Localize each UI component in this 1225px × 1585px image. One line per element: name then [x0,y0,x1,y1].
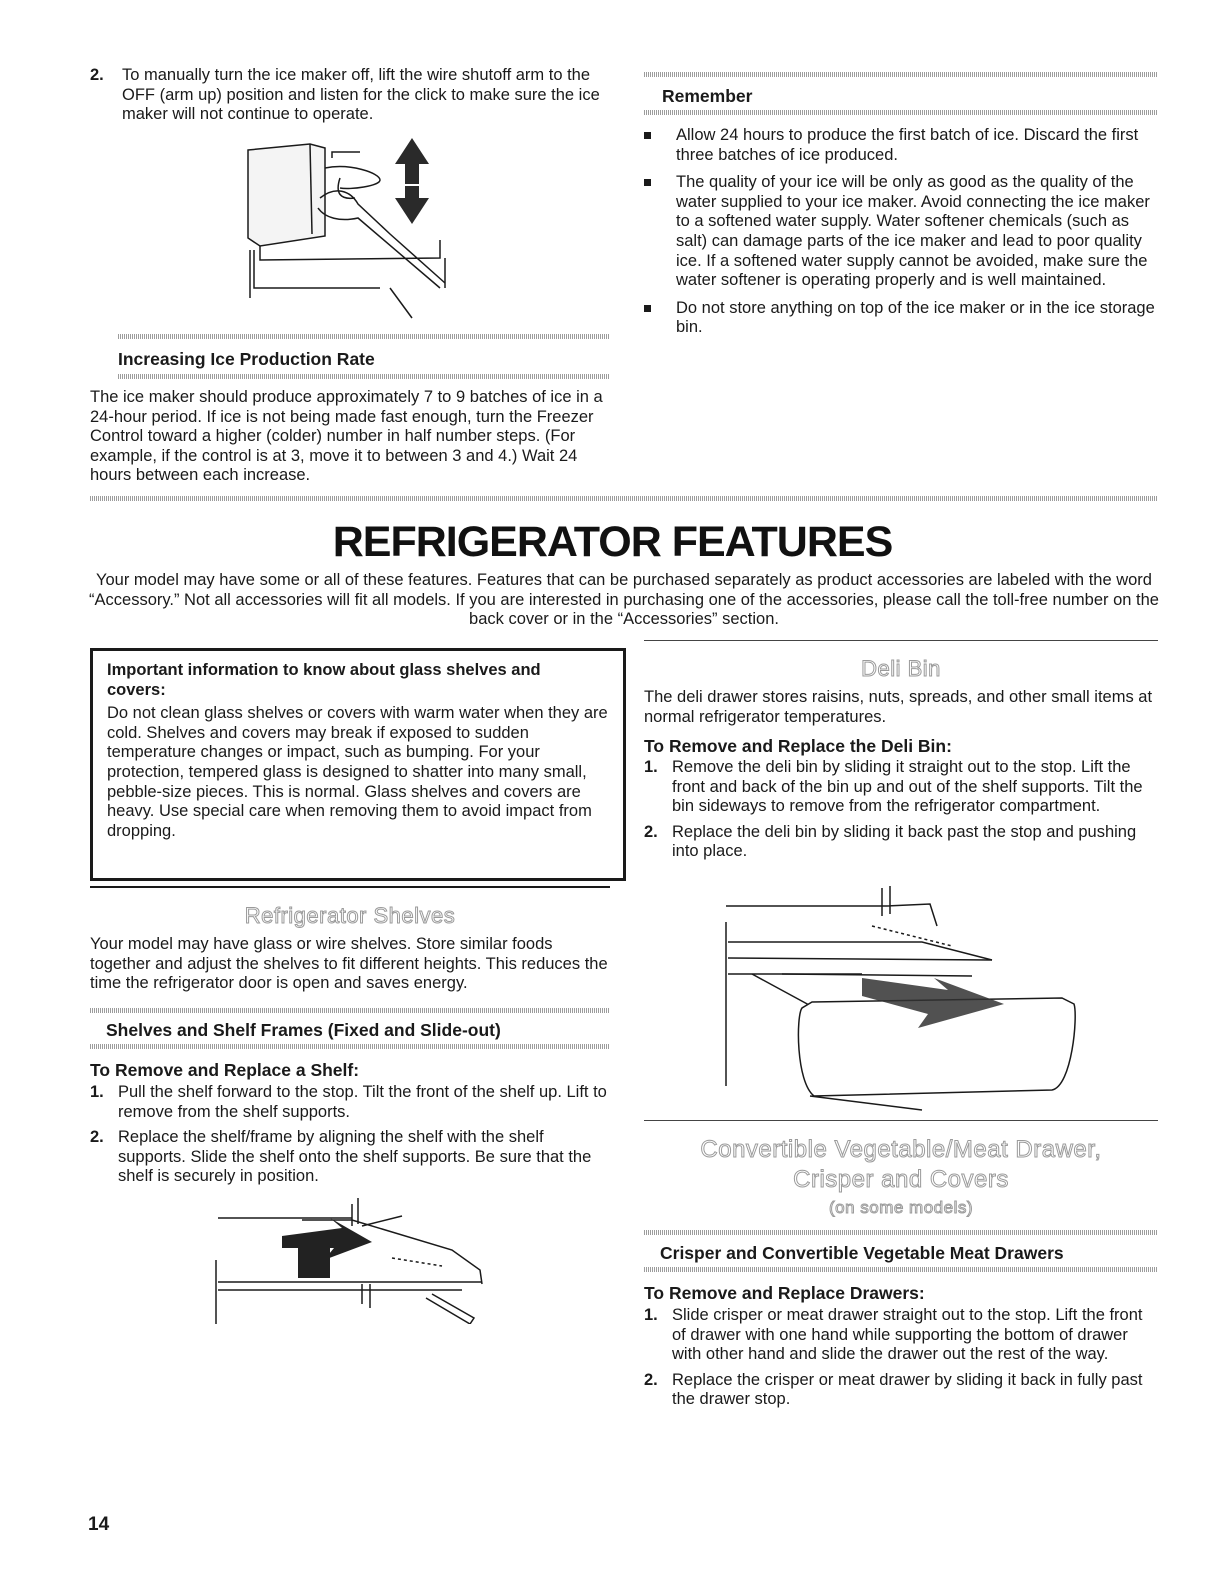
shelves-title: Refrigerator Shelves [244,903,456,928]
step-number: 2. [644,1370,658,1389]
glass-warning-body: Do not clean glass shelves or covers with warm water when they are cold. Shelves and covers may break if exposed to sudden temperature changes or impact, such as bumping. For your protection, tempered glass is designed to shatter into many small, pebble-size pieces. This is normal. Glass shelves and covers are heavy. Use special care when removing them to avoid impact from dropping. [107,704,608,840]
list-item [644,1371,1158,1410]
drawers-title-line2: Crisper and Covers [793,1166,1009,1193]
list-item [644,126,1158,165]
deli-steps [644,758,1158,862]
step-text: Pull the shelf forward to the stop. Tilt the front of the shelf up. Lift to remove from the shelf supports. [118,1083,607,1121]
step-text: Slide crisper or meat drawer straight out to the stop. Lift the front of drawer with one hand while supporting the bottom of drawer with other hand and slide the drawer out the rest of the way. [672,1306,1143,1364]
step-text: Replace the shelf/frame by aligning the shelf with the shelf supports. Slide the shelf onto the shelf supports. Be sure that the shelf is securely in position. [118,1128,592,1186]
bullet-text: The quality of your ice will be only as good as the quality of the water supplied to your ice maker. Avoid connecting the ice maker to a softened water supply. Water softener chemicals (such as salt) can damage parts of the ice maker and lead to poor quality ice. If a softened water supply cannot be avoided, make sure the water softener is operating properly and is well maintained. [676,173,1150,290]
deli-howto: To Remove and Replace the Deli Bin: [644,736,952,756]
shelves-subheading: Shelves and Shelf Frames (Fixed and Slide-out) [106,1020,501,1040]
drawers-title-line3: (on some models) [828,1198,974,1217]
step-number: 1. [644,758,658,776]
ice-maker-shutoff-illustration [240,138,470,323]
ice-maker-off-step [90,66,610,125]
arrow-down-icon [395,186,429,224]
bullet-icon [644,132,651,139]
bullet-text: Do not store anything on top of the ice maker or in the ice storage bin. [676,298,1155,337]
remember-list [644,126,1158,338]
step-number: 2. [90,66,104,84]
bullet-text: Allow 24 hours to produce the first batch of ice. Discard the first three batches of ice produced. [676,126,1139,164]
step-number: 1. [644,1306,658,1324]
drawers-howto: To Remove and Replace Drawers: [644,1283,925,1303]
remember-heading: Remember [662,86,753,106]
list-item [644,823,1158,862]
step-text: Replace the crisper or meat drawer by sliding it back in fully past the drawer stop. [672,1370,1143,1409]
list-item [644,1306,1158,1365]
list-item [90,1083,610,1122]
increasing-ice-heading: Increasing Ice Production Rate [118,349,375,369]
glass-warning-title: Important information to know about glass shelves and covers: [107,661,541,699]
glass-warning-box [90,648,626,881]
section-intro: Your model may have some or all of these features. Features that can be purchased separately as product accessories are labeled with the word “Accessory.” Not all accessories will fit all models. If you are interested in purchasing one of the accessories, please call the toll-free number on the back cover or in the “Accessories” section. [89,571,1159,629]
shelf-howto: To Remove and Replace a Shelf: [90,1060,360,1080]
bullet-icon [644,305,651,312]
step-number: 2. [90,1128,104,1147]
drawers-title-line1: Convertible Vegetable/Meat Drawer, [700,1136,1102,1163]
list-item [644,173,1158,291]
list-item [644,758,1158,817]
list-item [90,1128,610,1187]
drawers-subheading: Crisper and Convertible Vegetable Meat Drawers [660,1243,1064,1263]
drawer-steps [644,1306,1158,1410]
step-text: Replace the deli bin by sliding it back past the stop and pushing into place. [672,822,1137,861]
deli-bin-illustration [722,886,1090,1112]
arrow-up-icon [395,138,429,184]
step-number: 2. [644,822,658,841]
bullet-icon [644,179,651,186]
deli-body: The deli drawer stores raisins, nuts, spreads, and other small items at normal refrigerator temperatures. [644,688,1153,726]
list-item [644,299,1158,338]
step-text: To manually turn the ice maker off, lift the wire shutoff arm to the OFF (arm up) position and listen for the click to make sure the ice maker will not continue to operate. [122,66,600,124]
shelf-steps [90,1083,610,1187]
step-number: 1. [90,1083,104,1101]
increasing-ice-body: The ice maker should produce approximately 7 to 9 batches of ice in a 24-hour period. If ice is not being made fast enough, turn the Freezer Control toward a higher (colder) number in half number steps. (For example, if the control is at 3, move it to between 3 and 4.) Wait 24 hours between each increase. [90,388,603,485]
shelf-block [298,1248,330,1278]
section-title: REFRIGERATOR FEATURES [332,518,893,566]
deli-title: Deli Bin [861,656,941,681]
shelf-removal-illustration [212,1198,488,1324]
shelves-body: Your model may have glass or wire shelves. Store similar foods together and adjust the shelves to fit different heights. This reduces the time the refrigerator door is open and saves energy. [90,935,608,993]
page-number: 14 [88,1514,110,1535]
step-text: Remove the deli bin by sliding it straight out to the stop. Lift the front and back of the bin up and out of the shelf supports. Tilt the bin sideways to remove from the refrigerator compartment. [672,758,1143,816]
